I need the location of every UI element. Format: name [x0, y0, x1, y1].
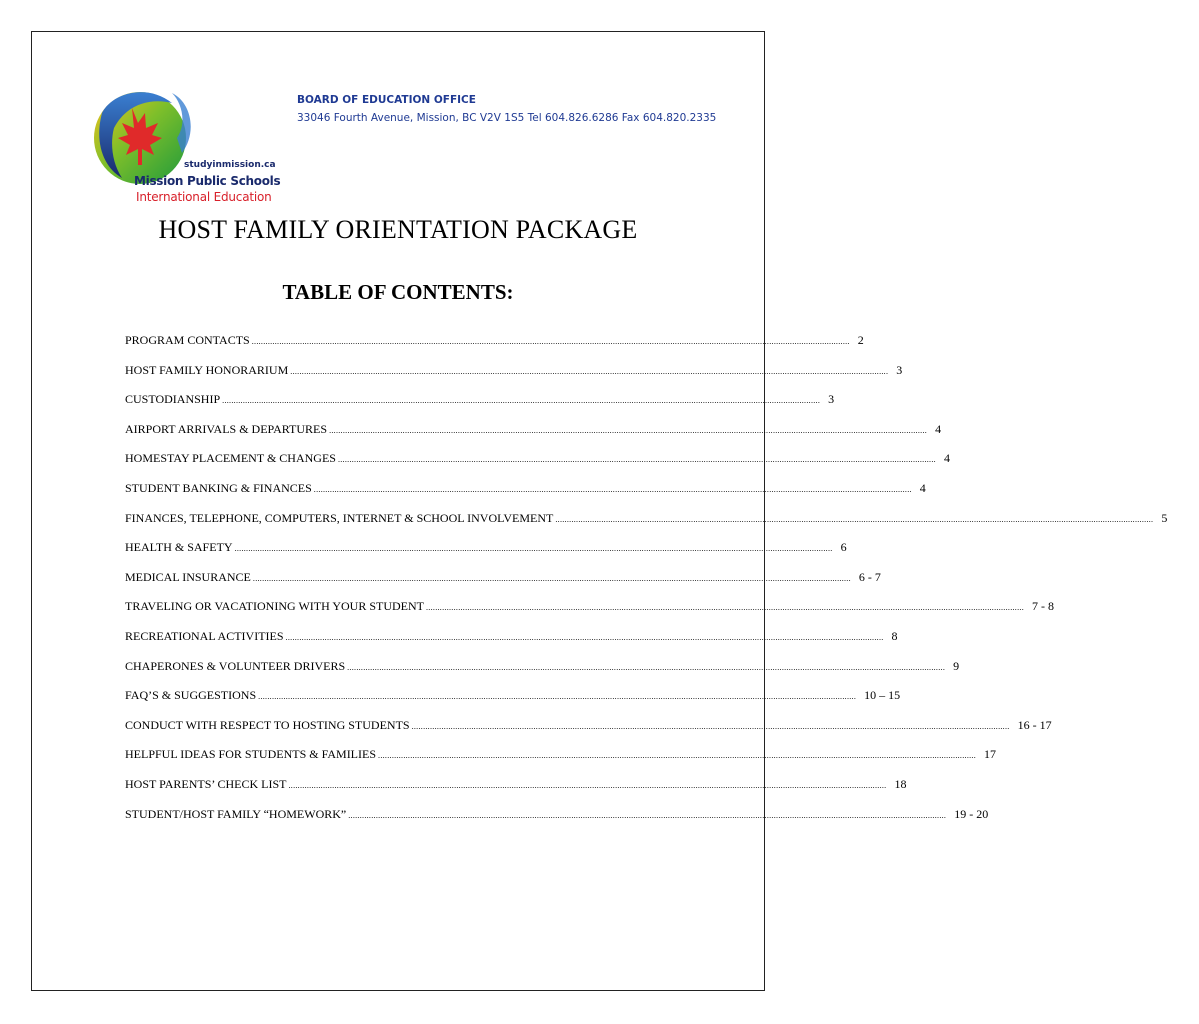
toc-entry-page: 4 [943, 451, 950, 466]
toc-entry[interactable] [125, 599, 1054, 629]
toc-entry-label: PROGRAM CONTACTS [125, 333, 250, 347]
toc-entry-label: CONDUCT WITH RESPECT TO HOSTING STUDENTS [125, 717, 410, 732]
toc-dot-leader: .................................................................................................................................................................................................................................................................... [378, 751, 977, 761]
toc-dot-leader: .................................................................................................................................................................................................................................................................... [290, 366, 889, 376]
toc-entry[interactable] [125, 421, 942, 452]
toc-entry-page: 17 [984, 747, 997, 762]
toc-entry-page: 3 [896, 362, 903, 377]
office-address: 33046 Fourth Avenue, Mission, BC V2V 1S5 Tel 604.826.6286 Fax 604.820.2335 [297, 112, 717, 124]
toc-entry-label: TRAVELING OR VACATIONING WITH YOUR STUDENT [125, 599, 424, 614]
toc-entry[interactable] [125, 392, 835, 422]
toc-entry-leader [125, 777, 886, 792]
toc-entry-leader [125, 511, 1153, 526]
toc-entry[interactable] [125, 362, 903, 393]
toc-entry-leader [125, 333, 850, 348]
toc-dot-leader: .................................................................................................................................................................................................................................................................... [337, 455, 936, 465]
toc-entry[interactable] [125, 569, 881, 600]
toc-entry-leader [125, 363, 888, 378]
toc-entry-label: HOST PARENTS’ CHECK LIST [125, 776, 287, 791]
toc-dot-leader: .................................................................................................................................................................................................................................................................... [258, 692, 857, 702]
toc-entry-page: 4 [935, 421, 942, 436]
office-info [297, 94, 716, 124]
toc-entry-leader [125, 688, 856, 703]
toc-entry-page: 4 [919, 480, 926, 495]
toc-dot-leader: .................................................................................................................................................................................................................................................................... [285, 632, 884, 642]
toc-dot-leader: .................................................................................................................................................................................................................................................................... [348, 810, 947, 820]
toc-entry-page: 19 - 20 [954, 806, 989, 821]
office-name: BOARD OF EDUCATION OFFICE [297, 94, 476, 106]
toc-dot-leader: .................................................................................................................................................................................................................................................................... [329, 425, 928, 435]
toc-entry-label: HEALTH & SAFETY [125, 540, 233, 555]
toc-entry-label: HELPFUL IDEAS FOR STUDENTS & FAMILIES [125, 747, 377, 762]
toc-heading: TABLE OF CONTENTS: [282, 280, 514, 304]
toc-entry[interactable] [125, 658, 960, 689]
toc-dot-leader: .................................................................................................................................................................................................................................................................... [234, 544, 833, 554]
toc-dot-leader: .................................................................................................................................................................................................................................................................... [313, 484, 912, 494]
school-logo [92, 83, 281, 208]
toc-dot-leader: .................................................................................................................................................................................................................................................................... [411, 721, 1010, 731]
toc-entry[interactable] [125, 717, 1052, 748]
toc-entry-page: 9 [953, 658, 960, 673]
toc-entry-label: STUDENT BANKING & FINANCES [125, 480, 312, 495]
toc-entry-label: MEDICAL INSURANCE [125, 569, 251, 584]
toc-entry-label: HOMESTAY PLACEMENT & CHANGES [125, 451, 336, 466]
toc-entry-label: FINANCES, TELEPHONE, COMPUTERS, INTERNET & SCHOOL INVOLVEMENT [125, 510, 554, 525]
toc-dot-leader: .................................................................................................................................................................................................................................................................... [222, 396, 821, 406]
toc-entry-label: CHAPERONES & VOLUNTEER DRIVERS [125, 658, 346, 673]
toc-dot-leader: .................................................................................................................................................................................................................................................................... [555, 514, 1154, 524]
toc-entry[interactable] [125, 333, 864, 363]
toc-dot-leader: .................................................................................................................................................................................................................................................................... [288, 780, 887, 790]
document-title: HOST FAMILY ORIENTATION PACKAGE [158, 215, 638, 244]
toc-entry[interactable] [125, 688, 901, 718]
toc-entry-leader [125, 807, 946, 822]
logo-school-name: Mission Public Schools [134, 174, 281, 188]
toc-entry[interactable] [125, 628, 898, 659]
toc-entry-leader [125, 659, 945, 674]
toc-entry-leader [125, 451, 936, 466]
toc-entry-page: 18 [894, 776, 907, 791]
toc-entry-leader [125, 629, 884, 644]
toc-entry-page: 2 [857, 333, 864, 347]
toc-entry-page: 5 [1161, 510, 1168, 525]
toc-entry-label: AIRPORT ARRIVALS & DEPARTURES [125, 421, 328, 436]
toc-entry-page: 3 [828, 392, 835, 407]
toc-entry-page: 6 [840, 540, 847, 555]
logo-website-text: studyinmission.ca [184, 160, 276, 170]
toc-entry-label: FAQ’S & SUGGESTIONS [125, 688, 257, 703]
toc-entry-label: STUDENT/HOST FAMILY “HOMEWORK” [125, 806, 347, 821]
toc-entry-label: CUSTODIANSHIP [125, 392, 221, 407]
toc-entry-label: HOST FAMILY HONORARIUM [125, 362, 289, 377]
toc-entry[interactable] [125, 510, 1168, 541]
document-page [31, 31, 1168, 991]
toc-entry-page: 6 - 7 [858, 569, 881, 584]
toc-entry-leader [125, 599, 1024, 614]
toc-entry[interactable] [125, 806, 989, 837]
toc-dot-leader: .................................................................................................................................................................................................................................................................... [426, 603, 1024, 613]
toc-entry-page: 8 [891, 628, 898, 643]
toc-entry-page: 10 – 15 [864, 688, 901, 703]
toc-entry-leader [125, 570, 851, 585]
toc-entry[interactable] [125, 451, 950, 481]
table-of-contents [125, 333, 1168, 836]
toc-entry[interactable] [125, 747, 997, 777]
logo-program-name: International Education [136, 190, 272, 204]
toc-entry-page: 7 - 8 [1032, 599, 1054, 614]
toc-entry-leader [125, 718, 1010, 733]
toc-entry[interactable] [125, 480, 926, 511]
toc-dot-leader: .................................................................................................................................................................................................................................................................... [251, 337, 850, 346]
toc-entry-leader [125, 392, 820, 407]
toc-entry-label: RECREATIONAL ACTIVITIES [125, 628, 284, 643]
toc-entry[interactable] [125, 776, 907, 807]
toc-entry-leader [125, 540, 833, 555]
toc-entry-leader [125, 422, 927, 437]
toc-entry[interactable] [125, 540, 847, 570]
toc-entry-leader [125, 481, 912, 496]
toc-entry-page: 16 - 17 [1017, 717, 1052, 732]
toc-dot-leader: .................................................................................................................................................................................................................................................................... [252, 573, 851, 583]
toc-entry-leader [125, 747, 976, 762]
toc-dot-leader: .................................................................................................................................................................................................................................................................... [347, 662, 946, 672]
